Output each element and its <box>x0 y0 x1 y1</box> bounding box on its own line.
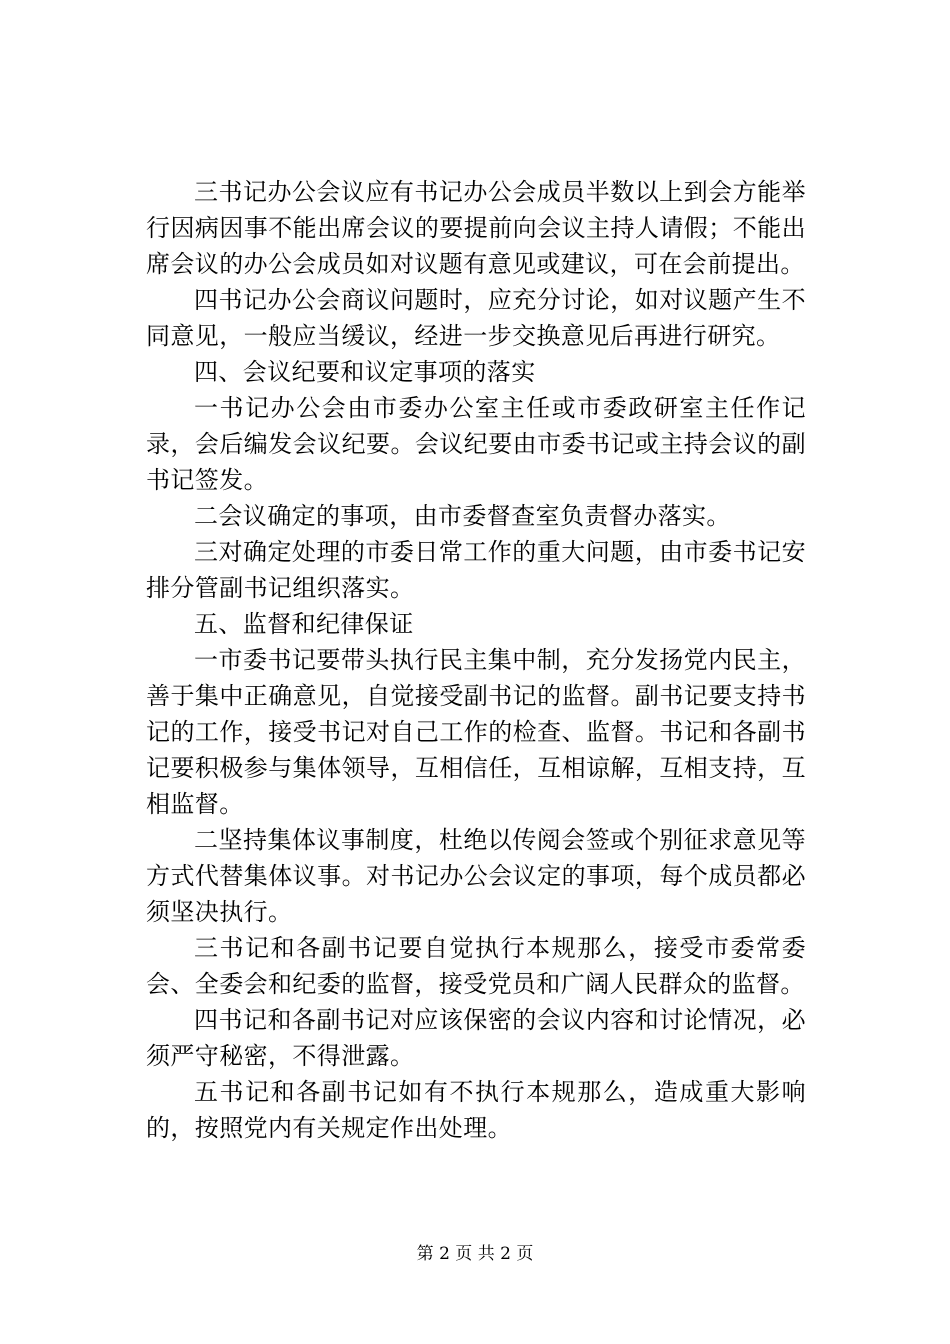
paragraph: 四书记和各副书记对应该保密的会议内容和讨论情况，必须严守秘密，不得泄露。 <box>146 1006 806 1070</box>
paragraph: 二坚持集体议事制度，杜绝以传阅会签或个别征求意见等方式代替集体议事。对书记办公会议定的事项，每个成员都必须坚决执行。 <box>146 826 806 926</box>
paragraph: 五书记和各副书记如有不执行本规那么，造成重大影响的，按照党内有关规定作出处理。 <box>146 1078 806 1142</box>
paragraph: 一市委书记要带头执行民主集中制，充分发扬党内民主，善于集中正确意见，自觉接受副书记的监督。副书记要支持书记的工作，接受书记对自己工作的检查、监督。书记和各副书记要积极参与集体领导，互相信任，互相谅解，互相支持，互相监督。 <box>146 646 806 818</box>
paragraph: 三书记办公会议应有书记办公会成员半数以上到会方能举行因病因事不能出席会议的要提前向会议主持人请假；不能出席会议的办公会成员如对议题有意见或建议，可在会前提出。 <box>146 178 806 278</box>
paragraph: 一书记办公会由市委办公室主任或市委政研室主任作记录，会后编发会议纪要。会议纪要由市委书记或主持会议的副书记签发。 <box>146 394 806 494</box>
page-number: 第 2 页 共 2 页 <box>416 1244 534 1264</box>
paragraph: 二会议确定的事项，由市委督查室负责督办落实。 <box>194 502 731 530</box>
page-footer <box>0 1242 950 1266</box>
paragraph: 四书记办公会商议问题时，应充分讨论，如对议题产生不同意见，一般应当缓议，经进一步交换意见后再进行研究。 <box>146 286 806 350</box>
section-heading: 四、会议纪要和议定事项的落实 <box>194 358 536 386</box>
document-body <box>146 174 806 1146</box>
paragraph: 三对确定处理的市委日常工作的重大问题，由市委书记安排分管副书记组织落实。 <box>146 538 806 602</box>
section-heading: 五、监督和纪律保证 <box>194 610 414 638</box>
paragraph: 三书记和各副书记要自觉执行本规那么，接受市委常委会、全委会和纪委的监督，接受党员和广阔人民群众的监督。 <box>146 934 806 998</box>
